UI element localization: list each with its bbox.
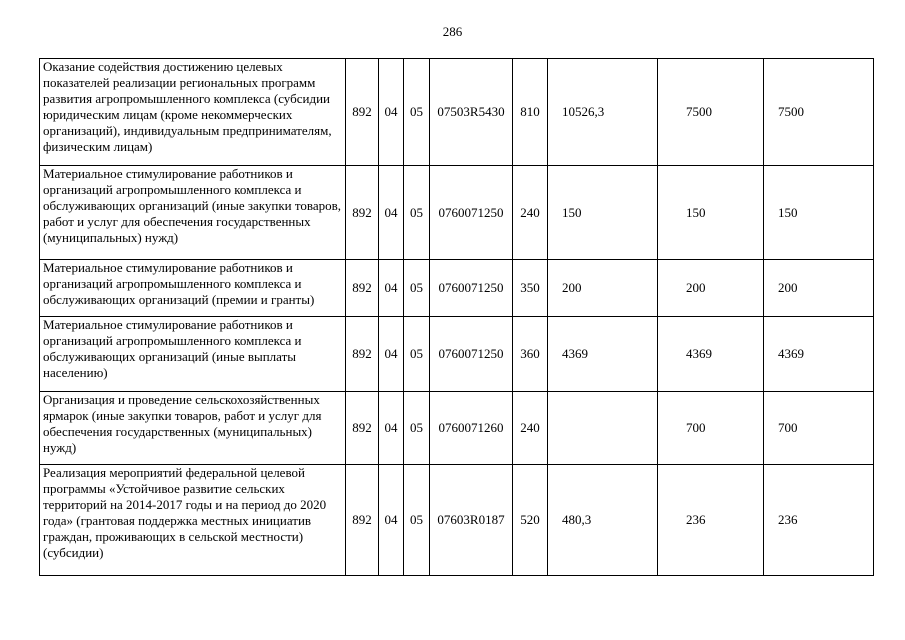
row-name-cell: Организация и проведение сельскохозяйственных ярмарок (иные закупки товаров, работ и услуг для обеспечения государственных (муниципальных) нужд) [40, 392, 346, 465]
amount-year1-cell [548, 392, 658, 465]
subsection-code-cell: 05 [404, 465, 430, 576]
target-item-cell: 07603R0187 [430, 465, 513, 576]
amount-year2-cell: 200 [658, 260, 764, 317]
subsection-code-cell: 05 [404, 59, 430, 166]
expense-type-cell: 240 [513, 392, 548, 465]
row-name-cell: Материальное стимулирование работников и организаций агропромышленного комплекса и обслуживающих организаций (иные закупки товаров, работ и услуг для обеспечения государственных (муниципальных) нужд) [40, 166, 346, 260]
amount-year2-cell: 236 [658, 465, 764, 576]
budget-table [39, 58, 874, 576]
row-name-cell: Оказание содействия достижению целевых показателей реализации региональных программ развития агропромышленного комплекса (субсидии юридическим лицам (кроме некоммерческих организаций), индивидуальным предпринимателям, физическим лицам) [40, 59, 346, 166]
table-row [40, 392, 874, 465]
amount-year3-cell: 700 [764, 392, 874, 465]
ministry-code-cell: 892 [346, 166, 379, 260]
table-row [40, 465, 874, 576]
section-code-cell: 04 [379, 166, 404, 260]
amount-year3-cell: 236 [764, 465, 874, 576]
subsection-code-cell: 05 [404, 392, 430, 465]
section-code-cell: 04 [379, 392, 404, 465]
target-item-cell: 0760071250 [430, 166, 513, 260]
amount-year3-cell: 200 [764, 260, 874, 317]
target-item-cell: 0760071250 [430, 260, 513, 317]
row-name-cell: Материальное стимулирование работников и организаций агропромышленного комплекса и обслуживающих организаций (иные выплаты населению) [40, 317, 346, 392]
ministry-code-cell: 892 [346, 465, 379, 576]
subsection-code-cell: 05 [404, 260, 430, 317]
amount-year3-cell: 150 [764, 166, 874, 260]
amount-year2-cell: 7500 [658, 59, 764, 166]
expense-type-cell: 810 [513, 59, 548, 166]
amount-year3-cell: 4369 [764, 317, 874, 392]
amount-year2-cell: 150 [658, 166, 764, 260]
section-code-cell: 04 [379, 465, 404, 576]
expense-type-cell: 350 [513, 260, 548, 317]
expense-type-cell: 520 [513, 465, 548, 576]
target-item-cell: 0760071250 [430, 317, 513, 392]
ministry-code-cell: 892 [346, 260, 379, 317]
subsection-code-cell: 05 [404, 317, 430, 392]
page-number: 286 [442, 24, 463, 39]
amount-year2-cell: 700 [658, 392, 764, 465]
target-item-cell: 07503R5430 [430, 59, 513, 166]
expense-type-cell: 240 [513, 166, 548, 260]
subsection-code-cell: 05 [404, 166, 430, 260]
section-code-cell: 04 [379, 59, 404, 166]
amount-year2-cell: 4369 [658, 317, 764, 392]
amount-year1-cell: 150 [548, 166, 658, 260]
amount-year3-cell: 7500 [764, 59, 874, 166]
section-code-cell: 04 [379, 317, 404, 392]
row-name-cell: Реализация мероприятий федеральной целевой программы «Устойчивое развитие сельских территорий на 2014-2017 годы и на период до 2020 года» (грантовая поддержка местных инициатив граждан, проживающих в сельской местности) (субсидии) [40, 465, 346, 576]
ministry-code-cell: 892 [346, 392, 379, 465]
ministry-code-cell: 892 [346, 59, 379, 166]
row-name-cell: Материальное стимулирование работников и организаций агропромышленного комплекса и обслуживающих организаций (премии и гранты) [40, 260, 346, 317]
table-row [40, 260, 874, 317]
section-code-cell: 04 [379, 260, 404, 317]
target-item-cell: 0760071260 [430, 392, 513, 465]
amount-year1-cell: 4369 [548, 317, 658, 392]
table-row [40, 317, 874, 392]
expense-type-cell: 360 [513, 317, 548, 392]
amount-year1-cell: 480,3 [548, 465, 658, 576]
amount-year1-cell: 10526,3 [548, 59, 658, 166]
amount-year1-cell: 200 [548, 260, 658, 317]
ministry-code-cell: 892 [346, 317, 379, 392]
table-row [40, 166, 874, 260]
table-row [40, 59, 874, 166]
